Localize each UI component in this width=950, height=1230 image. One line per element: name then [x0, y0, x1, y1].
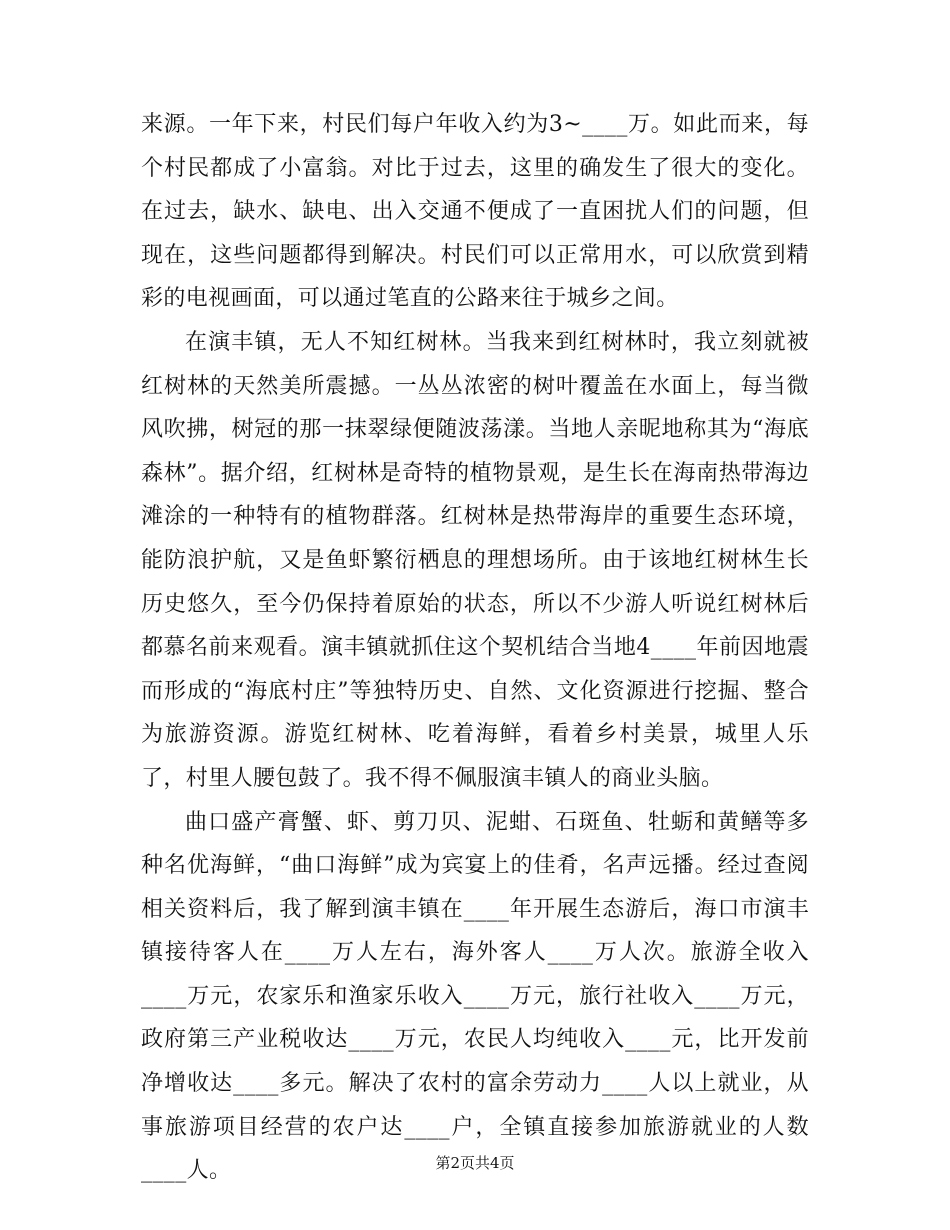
- page-number-footer: 第2页共4页: [435, 1154, 515, 1172]
- document-body: [141, 103, 809, 1193]
- paragraph: 在演丰镇，无人不知红树林。当我来到红树林时，我立刻就被红树林的天然美所震撼。一丛丛浓密的树叶覆盖在水面上，每当微风吹拂，树冠的那一抹翠绿便随波荡漾。当地人亲昵地称其为“海底森林”。据介绍，红树林是奇特的植物景观，是生长在海南热带海边滩涂的一种特有的植物群落。红树林是热带海岸的重要生态环境，能防浪护航，又是鱼虾繁衍栖息的理想场所。由于该地红树林生长历史悠久，至今仍保持着原始的状态，所以不少游人听说红树林后都慕名前来观看。演丰镇就抓住这个契机结合当地4____年前因地震而形成的“海底村庄”等独特历史、自然、文化资源进行挖掘、整合为旅游资源。游览红树林、吃着海鲜，看着乡村美景，城里人乐了，村里人腰包鼓了。我不得不佩服演丰镇人的商业头脑。: [141, 329, 809, 791]
- paragraph: 曲口盛产膏蟹、虾、剪刀贝、泥蚶、石斑鱼、牡蛎和黄鳝等多种名优海鲜，“曲口海鲜”成为宾宴上的佳肴，名声远播。经过查阅相关资料后，我了解到演丰镇在____年开展生态游后，海口市演丰镇接待客人在____万人左右，海外客人____万人次。旅游全收入____万元，农家乐和渔家乐收入____万元，旅行社收入____万元，政府第三产业税收达____万元，农民人均纯收入____元，比开发前净增收达____多元。解决了农村的富余劳动力____人以上就业，从事旅游项目经营的农户达____户，全镇直接参加旅游就业的人数____人。: [141, 809, 809, 1184]
- paragraph: 来源。一年下来，村民们每户年收入约为3~____万。如此而来，每个村民都成了小富翁。对比于过去，这里的确发生了很大的变化。在过去，缺水、缺电、出入交通不便成了一直困扰人们的问题，但现在，这些问题都得到解决。村民们可以正常用水，可以欣赏到精彩的电视画面，可以通过笔直的公路来往于城乡之间。: [141, 112, 809, 312]
